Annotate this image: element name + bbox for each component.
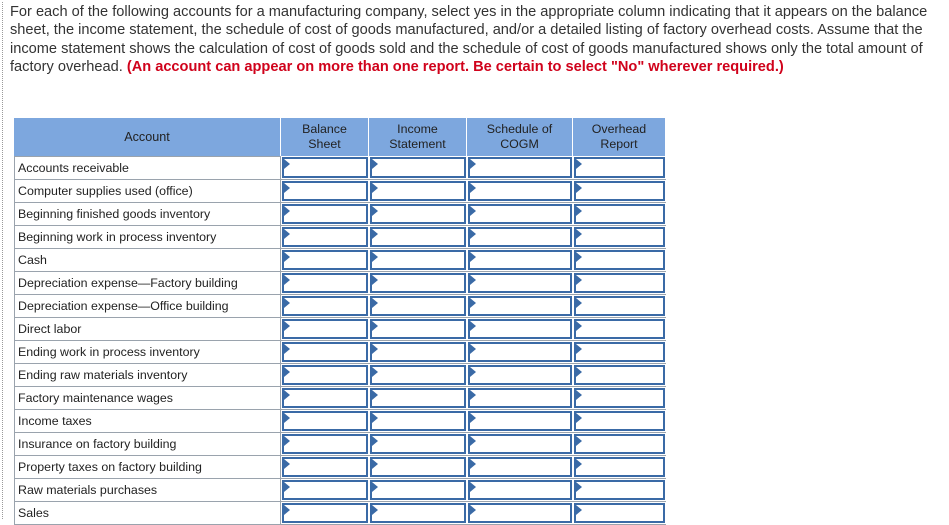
overhead-report-dropdown[interactable]	[574, 388, 665, 408]
income-statement-dropdown[interactable]	[370, 434, 466, 454]
table-row	[14, 364, 666, 387]
instructions-requirement: (An account can appear on more than one report. Be certain to select "No" wherever required.)	[126, 59, 784, 76]
overhead-report-column-header: Overhead Report	[573, 118, 666, 156]
overhead-report-dropdown[interactable]	[574, 181, 665, 201]
schedule-cogm-cell	[467, 226, 573, 249]
schedule-cogm-cell	[467, 456, 573, 479]
dropdown-selected-value	[470, 323, 478, 337]
income-statement-cell	[369, 364, 467, 387]
schedule-cogm-dropdown[interactable]	[468, 181, 572, 201]
income-statement-dropdown[interactable]	[370, 411, 466, 431]
schedule-cogm-cell	[467, 502, 573, 525]
table-row	[14, 272, 666, 295]
overhead-report-dropdown[interactable]	[574, 273, 665, 293]
income-statement-dropdown[interactable]	[370, 480, 466, 500]
schedule-cogm-cell	[467, 318, 573, 341]
dropdown-selected-value	[284, 346, 292, 360]
schedule-cogm-column-header: Schedule of COGM	[467, 118, 573, 156]
dropdown-selected-value	[470, 484, 478, 498]
account-name: Ending work in process inventory	[14, 341, 281, 364]
overhead-report-cell	[573, 203, 666, 226]
dropdown-selected-value	[470, 161, 478, 175]
overhead-report-dropdown[interactable]	[574, 411, 665, 431]
dropdown-selected-value	[576, 231, 584, 245]
schedule-cogm-cell	[467, 433, 573, 456]
table-row	[14, 502, 666, 525]
schedule-cogm-dropdown[interactable]	[468, 296, 572, 316]
schedule-cogm-cell	[467, 410, 573, 433]
dropdown-selected-value	[284, 300, 292, 314]
table-row	[14, 203, 666, 226]
overhead-report-dropdown[interactable]	[574, 319, 665, 339]
overhead-report-cell	[573, 180, 666, 203]
dropdown-selected-value	[284, 438, 292, 452]
balance-sheet-cell	[281, 249, 369, 272]
schedule-cogm-dropdown[interactable]	[468, 204, 572, 224]
overhead-report-dropdown[interactable]	[574, 157, 665, 178]
schedule-cogm-dropdown[interactable]	[468, 319, 572, 339]
overhead-report-dropdown[interactable]	[574, 480, 665, 500]
dropdown-selected-value	[576, 438, 584, 452]
dropdown-selected-value	[470, 461, 478, 475]
dropdown-selected-value	[470, 507, 478, 521]
dropdown-selected-value	[372, 231, 380, 245]
balance-sheet-cell	[281, 387, 369, 410]
balance-sheet-cell	[281, 156, 369, 180]
income-statement-dropdown[interactable]	[370, 227, 466, 247]
dropdown-selected-value	[470, 369, 478, 383]
dropdown-selected-value	[470, 438, 478, 452]
dropdown-selected-value	[576, 254, 584, 268]
account-name: Beginning finished goods inventory	[14, 203, 281, 226]
schedule-cogm-cell	[467, 387, 573, 410]
income-statement-dropdown[interactable]	[370, 296, 466, 316]
left-margin-rule	[2, 2, 3, 519]
overhead-report-cell	[573, 433, 666, 456]
balance-sheet-cell	[281, 318, 369, 341]
overhead-report-cell	[573, 479, 666, 502]
table-row	[14, 156, 666, 180]
account-name: Sales	[14, 502, 281, 525]
account-name: Ending raw materials inventory	[14, 364, 281, 387]
overhead-report-cell	[573, 318, 666, 341]
account-column-header: Account	[14, 118, 281, 156]
schedule-cogm-cell	[467, 479, 573, 502]
dropdown-selected-value	[284, 323, 292, 337]
overhead-report-dropdown[interactable]	[574, 365, 665, 385]
overhead-report-cell	[573, 272, 666, 295]
dropdown-selected-value	[372, 161, 380, 175]
table-row	[14, 226, 666, 249]
account-name: Depreciation expense—Factory building	[14, 272, 281, 295]
overhead-report-dropdown[interactable]	[574, 204, 665, 224]
overhead-report-dropdown[interactable]	[574, 296, 665, 316]
overhead-report-dropdown[interactable]	[574, 250, 665, 270]
balance-sheet-dropdown[interactable]	[282, 411, 368, 431]
dropdown-selected-value	[470, 300, 478, 314]
balance-sheet-cell	[281, 203, 369, 226]
balance-sheet-dropdown[interactable]	[282, 250, 368, 270]
dropdown-selected-value	[372, 208, 380, 222]
schedule-cogm-dropdown[interactable]	[468, 480, 572, 500]
income-statement-dropdown[interactable]	[370, 204, 466, 224]
balance-sheet-dropdown[interactable]	[282, 434, 368, 454]
account-name: Property taxes on factory building	[14, 456, 281, 479]
income-statement-cell	[369, 341, 467, 364]
dropdown-selected-value	[576, 415, 584, 429]
income-statement-cell	[369, 156, 467, 180]
balance-sheet-dropdown[interactable]	[282, 365, 368, 385]
table-header-row	[14, 118, 666, 156]
balance-sheet-dropdown[interactable]	[282, 157, 368, 178]
dropdown-selected-value	[372, 254, 380, 268]
schedule-cogm-dropdown[interactable]	[468, 342, 572, 362]
schedule-cogm-dropdown[interactable]	[468, 411, 572, 431]
table-row	[14, 318, 666, 341]
dropdown-selected-value	[470, 277, 478, 291]
balance-sheet-dropdown[interactable]	[282, 296, 368, 316]
dropdown-selected-value	[470, 392, 478, 406]
dropdown-selected-value	[576, 185, 584, 199]
account-name: Raw materials purchases	[14, 479, 281, 502]
dropdown-selected-value	[576, 346, 584, 360]
income-statement-cell	[369, 249, 467, 272]
dropdown-selected-value	[372, 415, 380, 429]
table-row	[14, 387, 666, 410]
balance-sheet-cell	[281, 479, 369, 502]
income-statement-cell	[369, 387, 467, 410]
dropdown-selected-value	[372, 277, 380, 291]
table-row	[14, 456, 666, 479]
balance-sheet-dropdown[interactable]	[282, 503, 368, 523]
schedule-cogm-cell	[467, 180, 573, 203]
income-statement-dropdown[interactable]	[370, 273, 466, 293]
schedule-cogm-cell	[467, 295, 573, 318]
table-row	[14, 479, 666, 502]
dropdown-selected-value	[284, 277, 292, 291]
income-statement-dropdown[interactable]	[370, 503, 466, 523]
dropdown-selected-value	[372, 438, 380, 452]
dropdown-selected-value	[372, 323, 380, 337]
overhead-report-dropdown[interactable]	[574, 342, 665, 362]
dropdown-selected-value	[470, 231, 478, 245]
balance-sheet-cell	[281, 180, 369, 203]
schedule-cogm-cell	[467, 156, 573, 180]
income-statement-cell	[369, 433, 467, 456]
income-statement-cell	[369, 410, 467, 433]
account-name: Cash	[14, 249, 281, 272]
overhead-report-cell	[573, 156, 666, 180]
dropdown-selected-value	[284, 484, 292, 498]
overhead-report-cell	[573, 364, 666, 387]
dropdown-selected-value	[576, 507, 584, 521]
income-statement-column-header: Income Statement	[369, 118, 467, 156]
dropdown-selected-value	[576, 161, 584, 175]
income-statement-dropdown[interactable]	[370, 181, 466, 201]
instructions-text: For each of the following accounts for a manufacturing company, select yes in the appropriate column indicating that it appears on the balance sheet, the income statement, the schedule of cost of goods manufactured, and/or a detailed listing of factory overhead costs. Assume that the income statement shows the calculation of cost of goods sold and the schedule of cost of goods manufactured shows only the total amount of factory overhead.	[10, 4, 928, 76]
dropdown-selected-value	[372, 484, 380, 498]
dropdown-selected-value	[576, 300, 584, 314]
schedule-cogm-dropdown[interactable]	[468, 434, 572, 454]
income-statement-cell	[369, 318, 467, 341]
dropdown-selected-value	[576, 208, 584, 222]
balance-sheet-dropdown[interactable]	[282, 388, 368, 408]
dropdown-selected-value	[576, 392, 584, 406]
income-statement-cell	[369, 502, 467, 525]
schedule-cogm-dropdown[interactable]	[468, 250, 572, 270]
overhead-report-cell	[573, 341, 666, 364]
income-statement-dropdown[interactable]	[370, 365, 466, 385]
balance-sheet-cell	[281, 410, 369, 433]
balance-sheet-dropdown[interactable]	[282, 227, 368, 247]
overhead-report-cell	[573, 226, 666, 249]
schedule-cogm-dropdown[interactable]	[468, 157, 572, 178]
dropdown-selected-value	[284, 369, 292, 383]
account-name: Beginning work in process inventory	[14, 226, 281, 249]
income-statement-dropdown[interactable]	[370, 250, 466, 270]
dropdown-selected-value	[284, 507, 292, 521]
balance-sheet-dropdown[interactable]	[282, 319, 368, 339]
balance-sheet-dropdown[interactable]	[282, 181, 368, 201]
balance-sheet-cell	[281, 272, 369, 295]
dropdown-selected-value	[284, 392, 292, 406]
balance-sheet-dropdown[interactable]	[282, 457, 368, 477]
dropdown-selected-value	[470, 185, 478, 199]
income-statement-dropdown[interactable]	[370, 319, 466, 339]
dropdown-selected-value	[470, 346, 478, 360]
account-name: Computer supplies used (office)	[14, 180, 281, 203]
schedule-cogm-dropdown[interactable]	[468, 388, 572, 408]
income-statement-cell	[369, 203, 467, 226]
dropdown-selected-value	[576, 461, 584, 475]
schedule-cogm-dropdown[interactable]	[468, 503, 572, 523]
dropdown-selected-value	[284, 461, 292, 475]
balance-sheet-cell	[281, 295, 369, 318]
dropdown-selected-value	[372, 185, 380, 199]
schedule-cogm-dropdown[interactable]	[468, 227, 572, 247]
balance-sheet-dropdown[interactable]	[282, 273, 368, 293]
schedule-cogm-dropdown[interactable]	[468, 365, 572, 385]
overhead-report-cell	[573, 502, 666, 525]
accounts-report-table	[14, 118, 666, 525]
dropdown-selected-value	[284, 185, 292, 199]
table-row	[14, 249, 666, 272]
dropdown-selected-value	[284, 415, 292, 429]
dropdown-selected-value	[372, 300, 380, 314]
table-row	[14, 295, 666, 318]
income-statement-dropdown[interactable]	[370, 157, 466, 178]
income-statement-cell	[369, 180, 467, 203]
table-row	[14, 341, 666, 364]
income-statement-cell	[369, 479, 467, 502]
account-name: Direct labor	[14, 318, 281, 341]
income-statement-cell	[369, 295, 467, 318]
dropdown-selected-value	[372, 346, 380, 360]
dropdown-selected-value	[372, 461, 380, 475]
account-name: Factory maintenance wages	[14, 387, 281, 410]
schedule-cogm-cell	[467, 249, 573, 272]
balance-sheet-column-header: Balance Sheet	[281, 118, 369, 156]
dropdown-selected-value	[576, 369, 584, 383]
overhead-report-cell	[573, 249, 666, 272]
overhead-report-dropdown[interactable]	[574, 457, 665, 477]
balance-sheet-dropdown[interactable]	[282, 204, 368, 224]
overhead-report-cell	[573, 456, 666, 479]
schedule-cogm-dropdown[interactable]	[468, 457, 572, 477]
account-name: Income taxes	[14, 410, 281, 433]
table-row	[14, 433, 666, 456]
dropdown-selected-value	[576, 484, 584, 498]
dropdown-selected-value	[470, 415, 478, 429]
account-name: Accounts receivable	[14, 156, 281, 180]
balance-sheet-cell	[281, 364, 369, 387]
dropdown-selected-value	[576, 277, 584, 291]
question-instructions	[10, 3, 946, 77]
income-statement-cell	[369, 272, 467, 295]
dropdown-selected-value	[470, 254, 478, 268]
schedule-cogm-cell	[467, 272, 573, 295]
dropdown-selected-value	[372, 507, 380, 521]
overhead-report-cell	[573, 295, 666, 318]
account-name: Depreciation expense—Office building	[14, 295, 281, 318]
account-name: Insurance on factory building	[14, 433, 281, 456]
schedule-cogm-dropdown[interactable]	[468, 273, 572, 293]
schedule-cogm-cell	[467, 203, 573, 226]
balance-sheet-dropdown[interactable]	[282, 480, 368, 500]
balance-sheet-cell	[281, 433, 369, 456]
dropdown-selected-value	[284, 254, 292, 268]
income-statement-cell	[369, 456, 467, 479]
income-statement-dropdown[interactable]	[370, 342, 466, 362]
balance-sheet-cell	[281, 226, 369, 249]
table-row	[14, 410, 666, 433]
balance-sheet-cell	[281, 502, 369, 525]
income-statement-dropdown[interactable]	[370, 457, 466, 477]
balance-sheet-cell	[281, 341, 369, 364]
dropdown-selected-value	[470, 208, 478, 222]
dropdown-selected-value	[284, 208, 292, 222]
overhead-report-dropdown[interactable]	[574, 227, 665, 247]
dropdown-selected-value	[284, 161, 292, 175]
table-row	[14, 180, 666, 203]
schedule-cogm-cell	[467, 341, 573, 364]
dropdown-selected-value	[284, 231, 292, 245]
overhead-report-cell	[573, 387, 666, 410]
income-statement-dropdown[interactable]	[370, 388, 466, 408]
income-statement-cell	[369, 226, 467, 249]
dropdown-selected-value	[372, 392, 380, 406]
balance-sheet-dropdown[interactable]	[282, 342, 368, 362]
balance-sheet-cell	[281, 456, 369, 479]
overhead-report-dropdown[interactable]	[574, 503, 665, 523]
dropdown-selected-value	[576, 323, 584, 337]
schedule-cogm-cell	[467, 364, 573, 387]
dropdown-selected-value	[372, 369, 380, 383]
overhead-report-dropdown[interactable]	[574, 434, 665, 454]
table-body	[14, 156, 666, 525]
overhead-report-cell	[573, 410, 666, 433]
